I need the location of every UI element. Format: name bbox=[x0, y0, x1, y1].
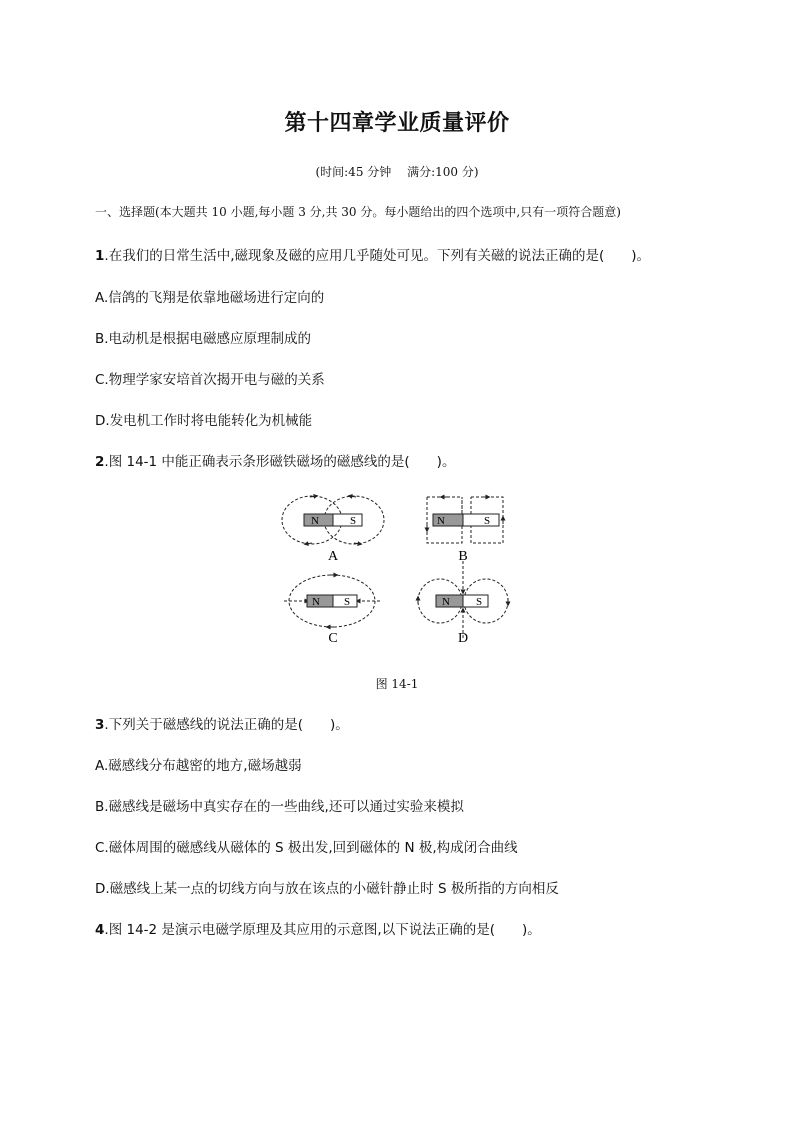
panel-label: C bbox=[328, 631, 338, 646]
north-pole-label: N bbox=[311, 515, 319, 527]
south-pole-label: S bbox=[344, 596, 351, 608]
question-1-option-a: A.信鸽的飞翔是依靠地磁场进行定向的 bbox=[95, 290, 325, 306]
question-number: 1 bbox=[95, 248, 105, 264]
section-heading: 一、选择题(本大题共 10 小题,每小题 3 分,共 30 分。每小题给出的四个选项中,只有一项符合题意) bbox=[95, 205, 621, 219]
panel-label: A bbox=[327, 549, 339, 564]
magnetic-field-figure bbox=[270, 488, 530, 650]
north-pole-label: N bbox=[437, 515, 445, 527]
north-pole-label: N bbox=[312, 596, 320, 608]
north-pole-label: N bbox=[442, 596, 450, 608]
question-3-option-a: A.磁感线分布越密的地方,磁场越弱 bbox=[95, 758, 302, 774]
question-3-option-d: D.磁感线上某一点的切线方向与放在该点的小磁针静止时 S 极所指的方向相反 bbox=[95, 881, 559, 897]
figure-panel-c bbox=[284, 575, 380, 646]
question-text: .下列关于磁感线的说法正确的是( )。 bbox=[104, 717, 349, 733]
south-pole-label: S bbox=[484, 515, 491, 527]
question-text: .在我们的日常生活中,磁现象及磁的应用几乎随处可见。下列有关磁的说法正确的是( )。 bbox=[104, 248, 651, 264]
panel-label: D bbox=[457, 631, 469, 646]
question-1-option-c: C.物理学家安培首次揭开电与磁的关系 bbox=[95, 372, 325, 388]
question-number: 3 bbox=[95, 717, 105, 733]
question-2-stem bbox=[95, 450, 455, 470]
south-pole-label: S bbox=[476, 596, 483, 608]
figure-panel-a bbox=[282, 496, 384, 564]
south-pole-label: S bbox=[350, 515, 357, 527]
question-text: .图 14-1 中能正确表示条形磁铁磁场的磁感线的是( )。 bbox=[104, 454, 456, 470]
question-number: 4 bbox=[95, 922, 105, 938]
question-4-stem bbox=[95, 918, 541, 938]
page-title: 第十四章学业质量评价 bbox=[284, 111, 510, 136]
question-3-option-c: C.磁体周围的磁感线从磁体的 S 极出发,回到磁体的 N 极,构成闭合曲线 bbox=[95, 840, 518, 856]
question-3-stem bbox=[95, 713, 349, 733]
question-1-option-d: D.发电机工作时将电能转化为机械能 bbox=[95, 413, 313, 429]
question-1-stem bbox=[95, 244, 650, 264]
question-1-option-b: B.电动机是根据电磁感应原理制成的 bbox=[95, 331, 312, 347]
question-3-option-b: B.磁感线是磁场中真实存在的一些曲线,还可以通过实验来模拟 bbox=[95, 799, 464, 815]
figure-panel-b bbox=[427, 497, 503, 564]
question-text: .图 14-2 是演示电磁学原理及其应用的示意图,以下说法正确的是( )。 bbox=[104, 922, 541, 938]
figure-panel-d bbox=[418, 561, 508, 646]
figure-caption: 图 14-1 bbox=[375, 677, 419, 691]
question-number: 2 bbox=[95, 454, 105, 470]
panel-label: B bbox=[458, 549, 468, 564]
exam-info: (时间:45 分钟 满分:100 分) bbox=[315, 165, 479, 179]
